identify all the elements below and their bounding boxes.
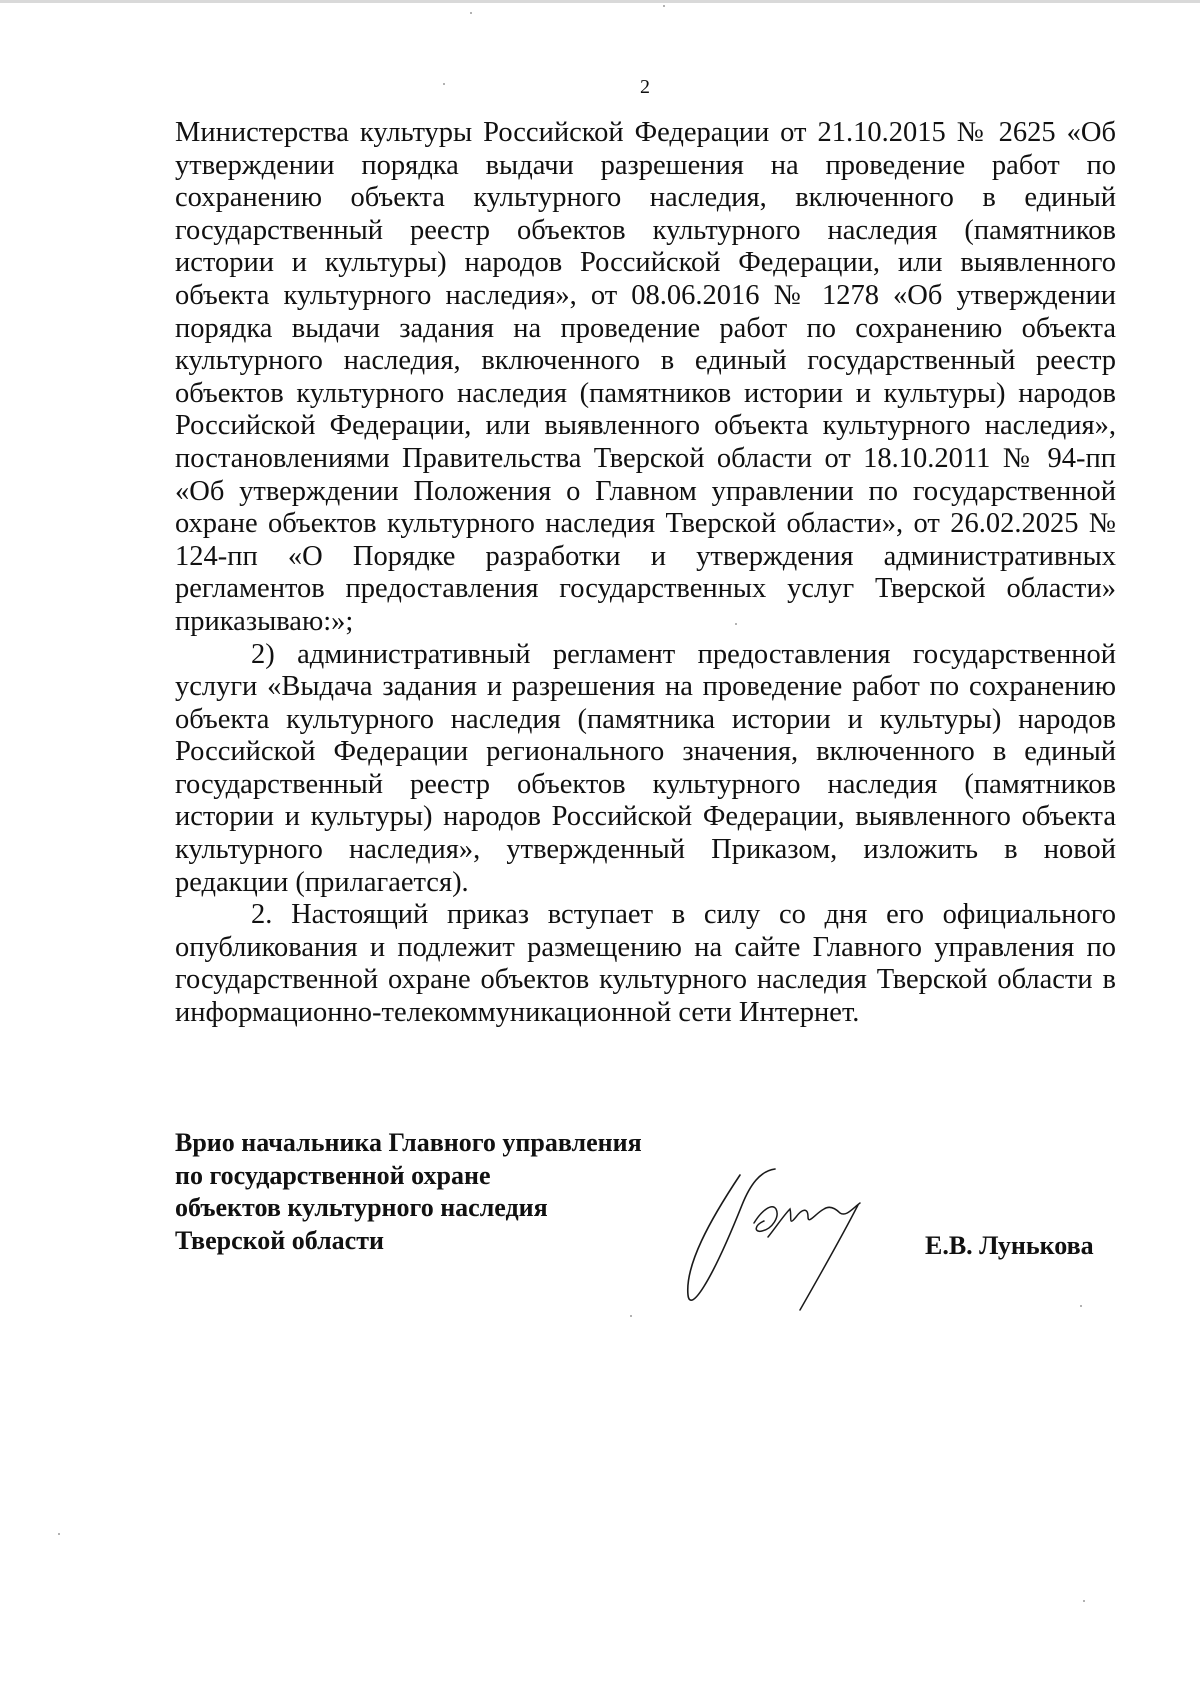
signatory-position-line: Врио начальника Главного управления: [175, 1128, 642, 1157]
signatory-position: [175, 1127, 735, 1257]
paragraph-continuation: Министерства культуры Российской Федерации от 21.10.2015 № 2625 «Об утверждении порядка выдачи разрешения на проведение работ по сохранению объекта культурного наследия, включенного в единый государственный реестр объектов культурного наследия (памятников истории и культуры) народов Российской Федерации, или выявленного объекта культурного наследия», от 08.06.2016 № 1278 «Об утверждении порядка выдачи задания на проведение работ по сохранению объекта культурного наследия, включенного в единый государственный реестр объектов культурного наследия (памятников истории и культуры) народов Российской Федерации, или выявленного объекта культурного наследия», постановлениями Правительства Тверской области от 18.10.2011 № 94-пп «Об утверждении Положения о Главном управлении по государственной охране объектов культурного наследия Тверской области», от 26.02.2025 № 124-пп «О Порядке разработки и утверждения административных регламентов предоставления государственных услуг Тверской области» приказываю:»;: [175, 117, 1116, 637]
signatory-position-line: объектов культурного наследия: [175, 1193, 548, 1222]
handwritten-signature-icon: [680, 1165, 910, 1315]
signatory-position-line: по государственной охране: [175, 1160, 491, 1190]
scan-speck: [443, 83, 445, 85]
paragraph-clause-2: 2. Настоящий приказ вступает в силу со дня его официального опубликования и подлежит размещению на сайте Главного управления по государственной охране объектов культурного наследия Тверской области в информационно-телекоммуникационной сети Интернет.: [175, 899, 1116, 1029]
scan-speck: [630, 1315, 632, 1317]
scan-speck: [1080, 1305, 1082, 1307]
document-body: [175, 117, 1116, 1030]
paragraph-item-2: 2) административный регламент предоставления государственной услуги «Выдача задания и разрешения на проведение работ по сохранению объекта культурного наследия (памятника истории и культуры) народов Российской Федерации регионального значения, включенного в единый государственный реестр объектов культурного наследия (памятников истории и культуры) народов Российской Федерации, выявленного объекта культурного наследия», утвержденный Приказом, изложить в новой редакции (прилагается).: [175, 638, 1116, 898]
scan-speck: [58, 1533, 60, 1535]
scan-speck: [470, 12, 472, 14]
scan-top-edge: [0, 0, 1200, 3]
page-number: 2: [640, 76, 650, 98]
scan-speck: [1083, 1600, 1085, 1602]
scan-speck: [735, 623, 737, 625]
scan-speck: [663, 5, 665, 7]
signatory-position-line: Тверской области: [175, 1225, 384, 1255]
signatory-name: Е.В. Лунькова: [925, 1231, 1094, 1260]
